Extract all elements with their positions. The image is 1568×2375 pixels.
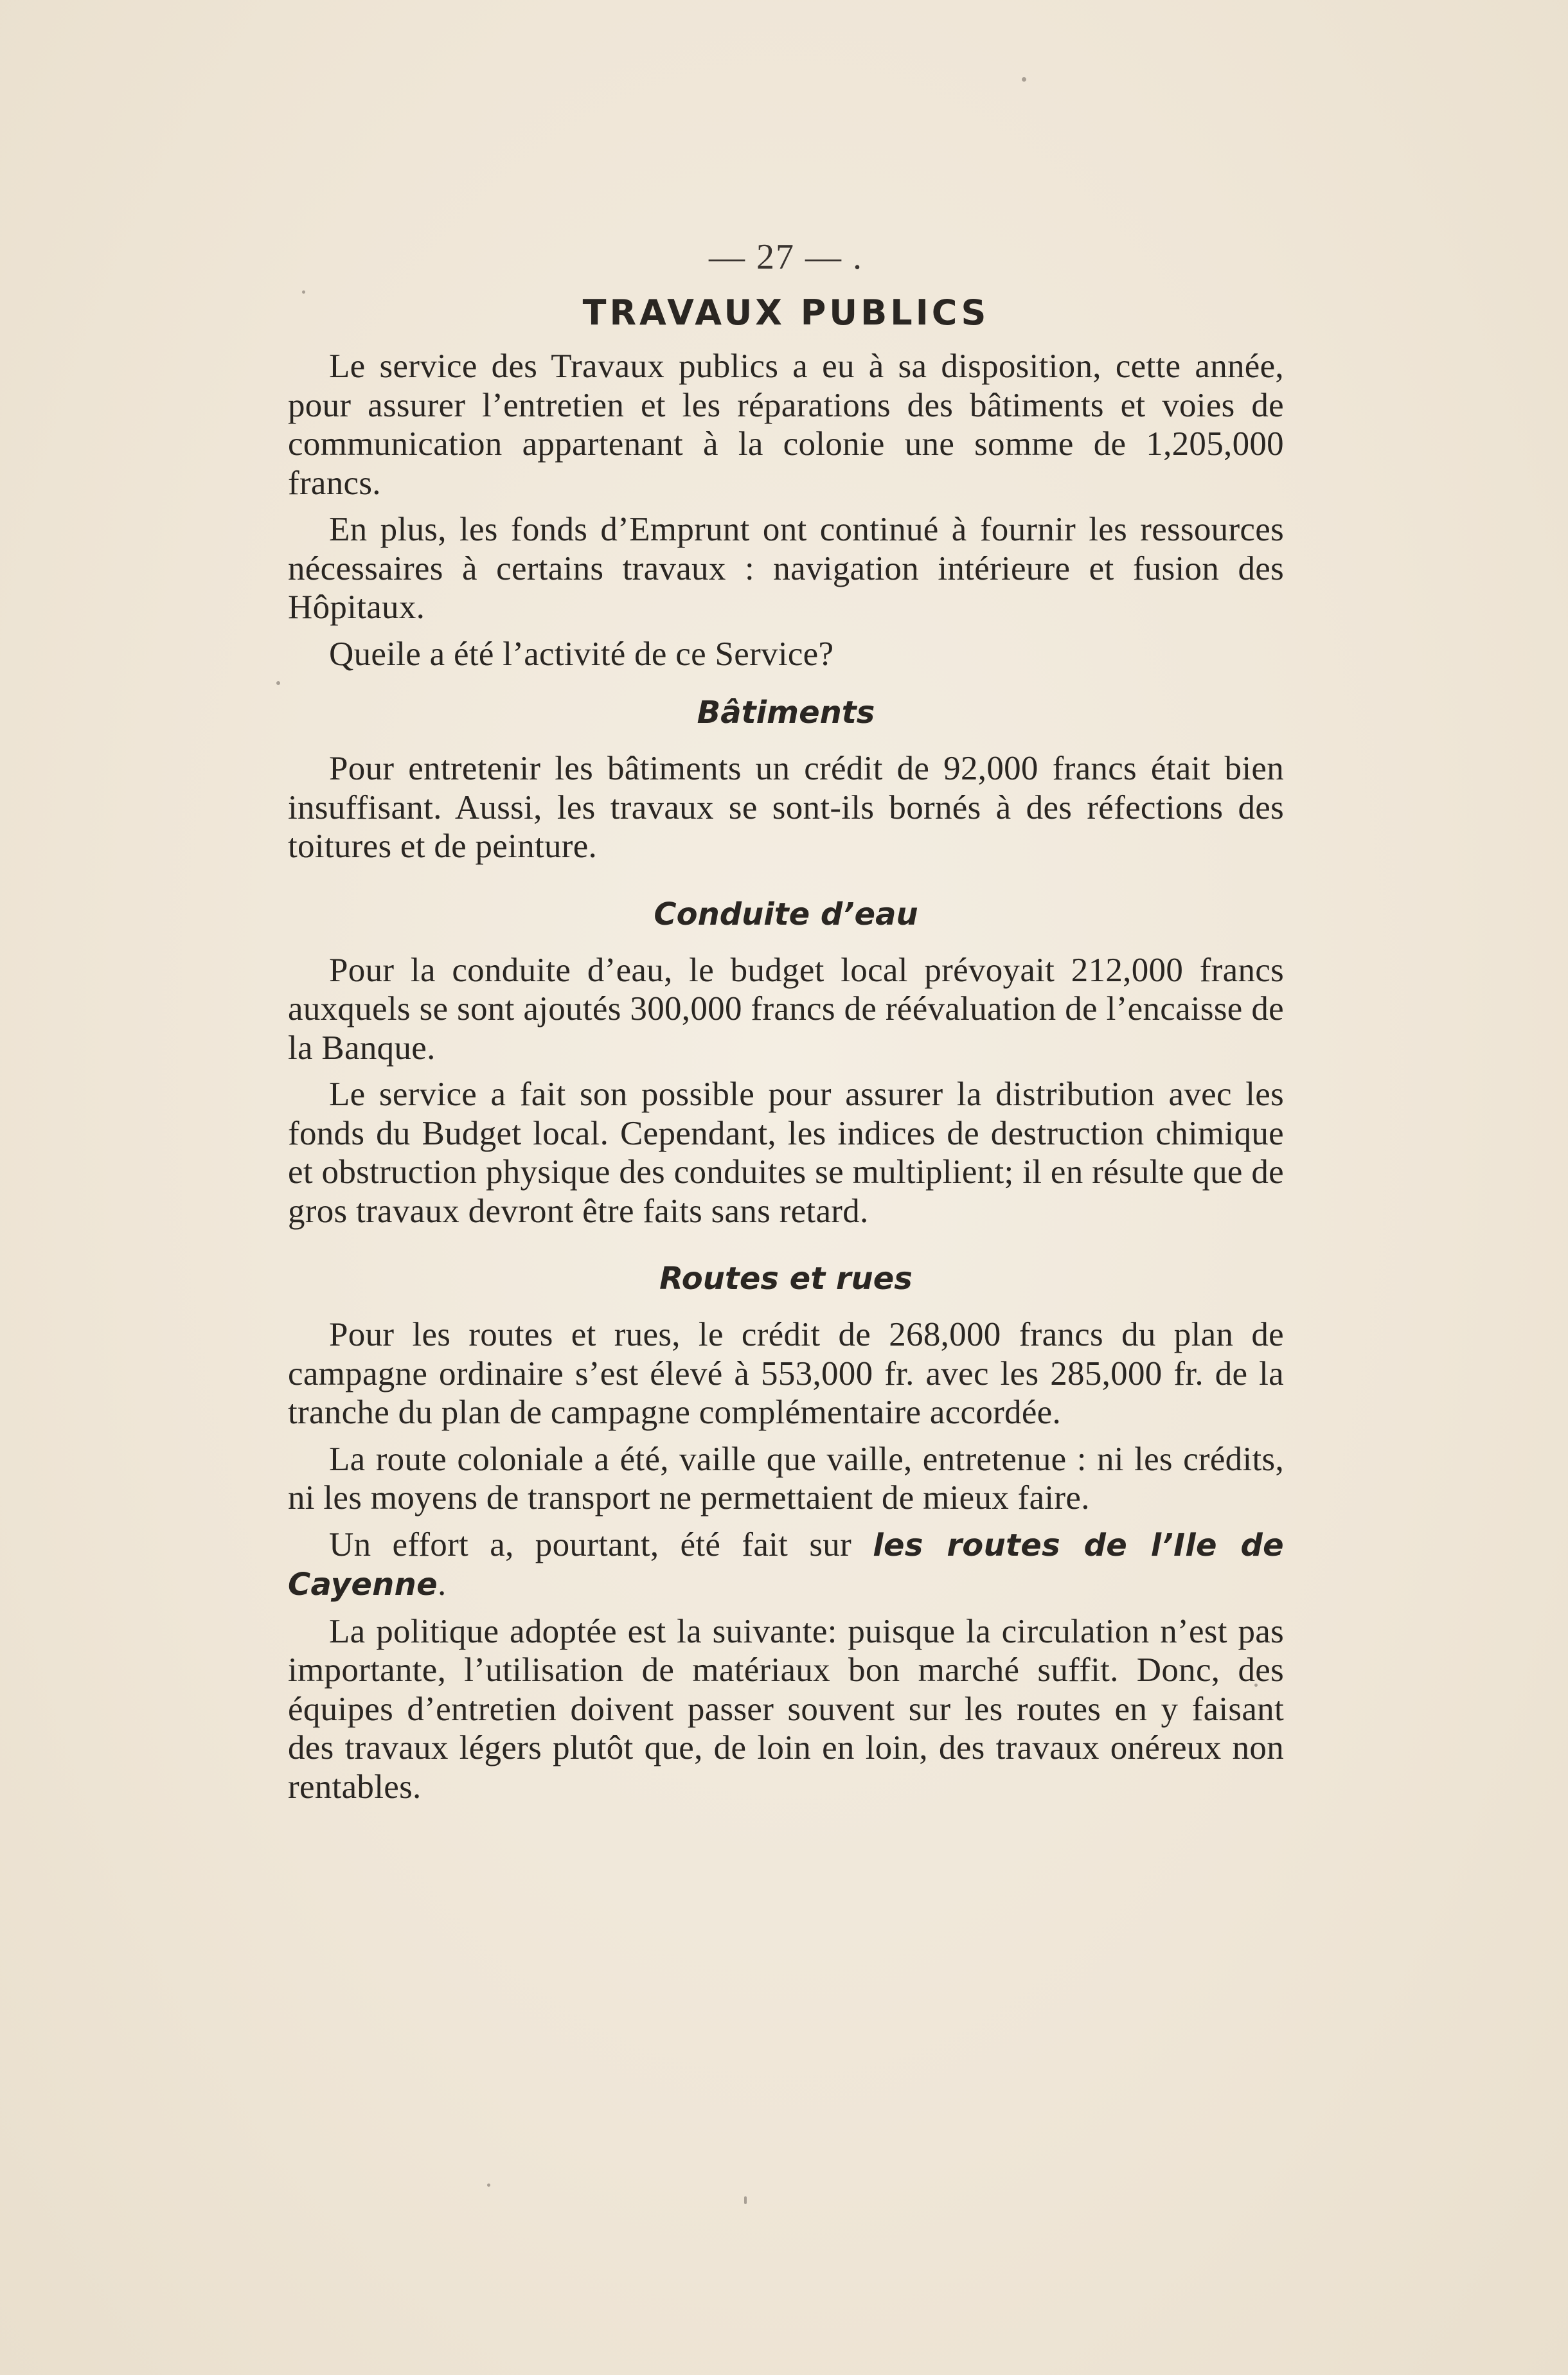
heading-conduite-deau: Conduite d’eau — [654, 896, 918, 932]
page-number: — 27 — . — [709, 237, 863, 277]
intro-paragraph-3: Queile a été l’activité de ce Service? — [329, 635, 834, 673]
paper-speck — [487, 2184, 490, 2187]
routes-paragraph-2: La route coloniale a été, vaille que vaille, entretenue : ni les crédits, ni les moyens de transport ne permettaient de mieux faire. — [288, 1440, 1284, 1517]
routes-paragraph-3-start: Un effort a, pourtant, été fait sur — [329, 1526, 873, 1563]
routes-paragraph-3-end: . — [437, 1565, 447, 1603]
paper-speck — [744, 2196, 747, 2204]
conduite-paragraph-1: Pour la conduite d’eau, le budget local prévoyait 212,000 francs auxquels se sont ajoutés 300,000 francs de réévaluation de l’encaisse de la Banque. — [288, 951, 1284, 1067]
heading-batiments: Bâtiments — [697, 695, 875, 731]
routes-paragraph-1: Pour les routes et rues, le crédit de 268,000 francs du plan de campagne ordinaire s’est élevé à 553,000 fr. avec les 285,000 fr. de la tranche du plan de campagne complémentaire accordée. — [288, 1316, 1284, 1431]
routes-ile-de-cayenne: les routes de l’Ile de Cayenne — [288, 1527, 1284, 1603]
conduite-paragraph-2: Le service a fait son possible pour assurer la distribution avec les fonds du Budget local. Cependant, les indices de destruction chimique et obstruction physique des conduites se multiplient; il en résulte que de gros travaux devront être faits sans retard. — [288, 1076, 1284, 1230]
routes-paragraph-4: La politique adoptée est la suivante: puisque la circulation n’est pas importante, l’utilisation de matériaux bon marché suffit. Donc, des équipes d’entretien doivent passer souvent sur les routes en y faisant des travaux légers plutôt que, de loin en loin, des travaux onéreux non rentables. — [288, 1612, 1284, 1806]
heading-routes-et-rues: Routes et rues — [659, 1261, 913, 1297]
paper-speck — [276, 681, 280, 685]
routes-paragraph-3 — [288, 1526, 1284, 1605]
batiments-paragraph-1: Pour entretenir les bâtiments un crédit de 92,000 francs était bien insuffisant. Aussi, les travaux se sont-ils bornés à des réfections des toitures et de peinture. — [288, 750, 1284, 865]
intro-paragraph-1: Le service des Travaux publics a eu à sa disposition, cette année, pour assurer l’entretien et les réparations des bâtiments et voies de communication appartenant à la colonie une somme de 1,205,000 francs. — [288, 348, 1284, 502]
paper-speck — [1022, 77, 1026, 82]
page-content — [288, 231, 1284, 1814]
section-title: TRAVAUX PUBLICS — [582, 292, 990, 333]
intro-paragraph-2: En plus, les fonds d’Emprunt ont continué à fournir les ressources nécessaires à certains travaux : navigation intérieure et fusion des Hôpitaux. — [288, 511, 1284, 626]
